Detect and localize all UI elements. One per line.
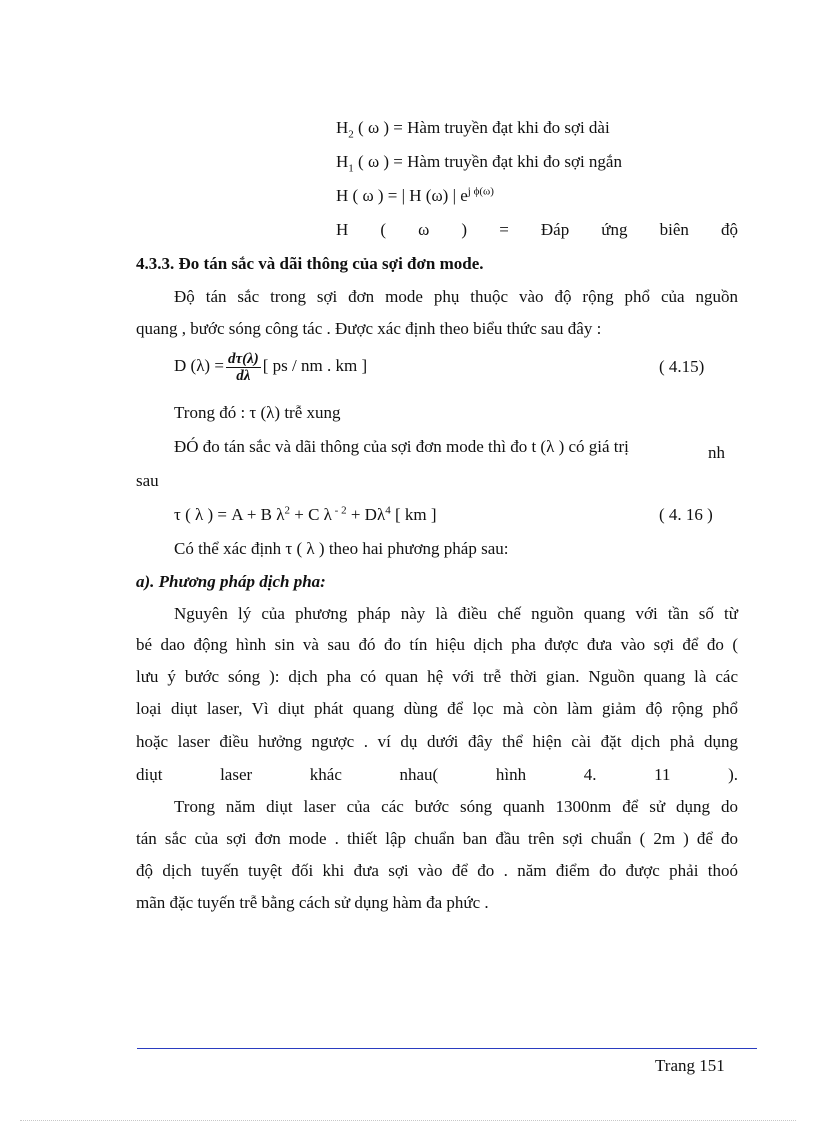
page-bottom-border: [20, 1120, 796, 1121]
para3-line3: lưu ý bước sóng ): dịch pha có quan hệ với trễ thời gian. Nguồn quang là các: [136, 667, 738, 686]
equation-4-15: [174, 348, 367, 384]
para4-line3: độ dịch tuyến tuyệt đối khi đưa sợi vào để đo . năm điểm đo được phải thoó: [136, 861, 738, 880]
eq415-numerator: dτ(λ): [227, 350, 259, 367]
para2-nh: nh: [708, 443, 725, 462]
methods-line: Có thể xác định τ ( λ ) theo hai phương pháp sau:: [174, 539, 509, 558]
eq415-number: ( 4.15): [659, 357, 705, 376]
para2-line1: ĐÓ đo tán sắc và dãi thông của sợi đơn mode thì đo t (λ ) có giá trị: [174, 437, 629, 456]
para1-line2: quang , bước sóng công tác . Được xác định theo biểu thức sau đây :: [136, 319, 602, 338]
para3-line1: Nguyên lý của phương pháp này là điều chế nguồn quang với tần số từ: [174, 604, 738, 623]
def-h: H ( ω ) = | H (ω) | $e^{j \phi(\omega)}$: [336, 185, 494, 205]
eq415-lhs: D (λ) =: [174, 356, 224, 375]
para1-line1: Độ tán sắc trong sợi đơn mode phụ thuộc vào độ rộng phổ của nguồn: [174, 287, 738, 306]
def-h2: $H_2$ ( ω ) = Hàm truyền đạt khi đo sợi dài: [336, 118, 610, 141]
subsection-heading: a). Phương pháp dịch pha:: [136, 572, 326, 591]
para3-line5: hoặc laser điều hưởng ngược . ví dụ dưới đây thể hiện cài đặt dịch phả dụng: [136, 732, 738, 751]
para2-line2: sau: [136, 471, 159, 490]
def-h1: $H_1$ ( ω ) = Hàm truyền đạt khi đo sợi ngắn: [336, 152, 622, 175]
where-line: Trong đó : τ (λ) trễ xung: [174, 403, 341, 422]
page-number: Trang 151: [655, 1056, 725, 1075]
eq415-denominator: dλ: [236, 367, 251, 384]
eq415-rhs: [ ps / nm . km ]: [262, 356, 368, 375]
para3-line6: diụt laser khác nhau( hình 4. 11 ).: [136, 765, 738, 784]
para4-line4: mãn đặc tuyến trễ bằng cách sử dụng hàm đa phức .: [136, 893, 489, 912]
para4-line2: tán sắc của sợi đơn mode . thiết lập chuẩn ban đầu trên sợi chuẩn ( 2m ) để đo: [136, 829, 738, 848]
para3-line2: bé dao động hình sin và sau đó đo tín hiệu dịch pha được đưa vào sợi để đo (: [136, 635, 738, 654]
footer-rule: [137, 1048, 757, 1049]
para3-line4: loại diụt laser, Vì diụt phát quang dùng để lọc mà còn làm giảm độ rộng phổ: [136, 699, 738, 718]
eq415-fraction: [226, 351, 261, 384]
para4-line1: Trong năm diụt laser của các bước sóng quanh 1300nm để sử dụng do: [174, 797, 738, 816]
def-amplitude: H ( ω ) = Đáp ứng biên độ: [336, 220, 738, 239]
equation-4-16: τ ( λ ) = A + B $\lambda^2 + C$ λ $^{- 2} + D\lambda^4$ [ km ]: [174, 504, 437, 524]
eq416-number: ( 4. 16 ): [659, 505, 713, 524]
section-heading: 4.3.3. Đo tán sắc và dãi thông của sợi đơn mode.: [136, 254, 484, 273]
